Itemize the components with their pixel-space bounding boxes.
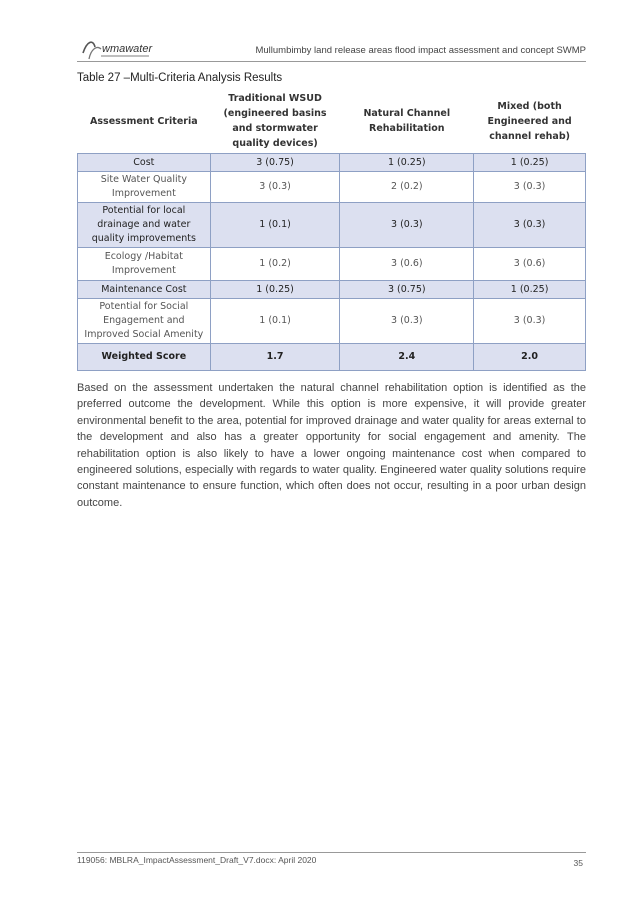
criteria-cell: Cost [78, 154, 211, 172]
footer-document-reference: 119056: MBLRA_ImpactAssessment_Draft_V7.docx: April 2020 [77, 855, 317, 865]
criteria-cell: Potential for local drainage and water quality improvements [78, 203, 211, 248]
logo-text: wmawater [102, 43, 153, 55]
criteria-cell: Ecology /Habitat Improvement [78, 248, 211, 281]
score-cell: 3 (0.6) [474, 248, 586, 281]
score-cell: 3 (0.75) [210, 154, 340, 172]
score-cell: 1.7 [210, 344, 340, 371]
score-cell: 1 (0.25) [474, 154, 586, 172]
score-cell: 3 (0.75) [340, 281, 474, 299]
document-title: Mullumbimby land release areas flood impact assessment and concept SWMP [255, 45, 586, 56]
criteria-cell: Maintenance Cost [78, 281, 211, 299]
column-header: Assessment Criteria [78, 89, 211, 154]
score-cell: 2.0 [474, 344, 586, 371]
score-cell: 2 (0.2) [340, 172, 474, 203]
table-caption: Table 27 –Multi-Criteria Analysis Results [77, 72, 283, 84]
page-number: 35 [573, 858, 583, 868]
score-cell: 1 (0.1) [210, 299, 340, 344]
body-paragraph: Based on the assessment undertaken the natural channel rehabilitation option is identified as the preferred outcome the development. While this option is more expensive, it will provide greater environmental benefit to the area, potential for improved drainage and water quality for areas external to the development and also has a greater opportunity for social engagement and amenity. The rehabilitation option is also likely to have a lower ongoing maintenance cost when compared to engineered solutions, especially with regards to water quality. Engineered water quality solutions require constant maintenance to ensure function, which often does not occur, resulting in a poor urban design outcome. [77, 382, 586, 509]
score-cell: 1 (0.25) [474, 281, 586, 299]
score-cell: 3 (0.3) [340, 203, 474, 248]
score-cell: 3 (0.3) [210, 172, 340, 203]
weighted-score-row [78, 344, 586, 371]
criteria-cell: Potential for Social Engagement and Improved Social Amenity [78, 299, 211, 344]
score-cell: 1 (0.25) [210, 281, 340, 299]
column-header: Traditional WSUD (engineered basins and stormwater quality devices) [210, 89, 340, 154]
score-cell: 3 (0.3) [474, 299, 586, 344]
table-header-row [78, 89, 586, 154]
table-row [78, 299, 586, 344]
table-row [78, 154, 586, 172]
score-cell: 3 (0.3) [474, 172, 586, 203]
table-row [78, 248, 586, 281]
score-cell: 1 (0.25) [340, 154, 474, 172]
score-cell: 1 (0.1) [210, 203, 340, 248]
score-cell: 3 (0.3) [340, 299, 474, 344]
score-cell: 3 (0.6) [340, 248, 474, 281]
column-header: Natural Channel Rehabilitation [340, 89, 474, 154]
table-row [78, 172, 586, 203]
criteria-cell: Site Water Quality Improvement [78, 172, 211, 203]
footer-divider [77, 852, 586, 853]
score-cell: 1 (0.2) [210, 248, 340, 281]
header-divider [77, 61, 586, 62]
criteria-cell: Weighted Score [78, 344, 211, 371]
mca-results-table [77, 89, 586, 371]
column-header: Mixed (both Engineered and channel rehab) [474, 89, 586, 154]
score-cell: 2.4 [340, 344, 474, 371]
table-row [78, 281, 586, 299]
table-row [78, 203, 586, 248]
score-cell: 3 (0.3) [474, 203, 586, 248]
company-logo [79, 35, 179, 63]
